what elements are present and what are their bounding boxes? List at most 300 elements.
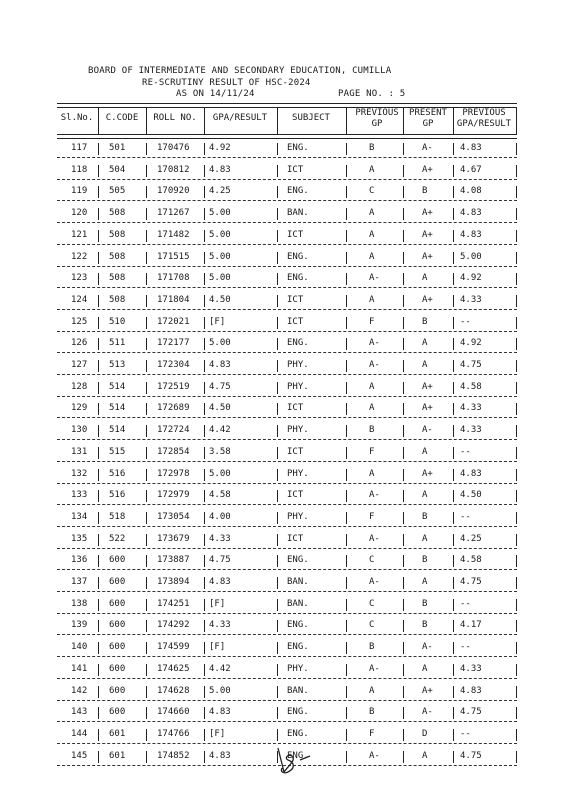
cell-sl: 136 [71, 555, 88, 566]
cell-roll: 171708 [157, 273, 190, 284]
row-separator [57, 461, 517, 462]
cell-divider [453, 317, 454, 329]
cell-divider [516, 403, 517, 415]
row-separator [57, 157, 517, 158]
cell-gpa: 4.50 [209, 403, 231, 414]
col-prev-gpa-line1: PREVIOUS [462, 108, 506, 118]
cell-divider [516, 360, 517, 372]
cell-prev-gpa: 4.83 [460, 229, 482, 240]
cell-divider [277, 143, 278, 155]
table-row [57, 639, 517, 657]
cell-code: 600 [109, 577, 126, 587]
cell-divider [453, 447, 454, 459]
cell-divider [204, 642, 205, 654]
cell-code: 600 [109, 620, 126, 631]
cell-divider [98, 577, 99, 589]
cell-prev-gpa: 4.92 [460, 273, 482, 284]
cell-divider [146, 469, 147, 481]
cell-divider [146, 490, 147, 502]
cell-divider [453, 751, 454, 763]
cell-subject: ICT [287, 403, 304, 414]
col-gpa: GPA/RESULT [212, 113, 268, 123]
cell-code: 514 [109, 403, 126, 414]
cell-code: 514 [109, 425, 126, 436]
cell-divider [277, 620, 278, 632]
cell-subject: BAN. [287, 598, 309, 609]
cell-code: 601 [109, 728, 126, 739]
cell-divider [516, 664, 517, 676]
cell-divider [346, 512, 347, 524]
cell-sl: 130 [71, 425, 88, 436]
col-pres-gp [403, 108, 453, 130]
cell-prev-gp: A [369, 403, 375, 414]
cell-prev-gpa: -- [460, 598, 471, 609]
cell-divider [146, 447, 147, 459]
cell-subject: ENG. [287, 728, 309, 739]
cell-present-gp: A- [422, 143, 433, 153]
cell-present-gp: A [422, 490, 428, 501]
cell-present-gp: A- [422, 425, 433, 436]
cell-code: 511 [109, 338, 126, 349]
cell-divider [277, 273, 278, 285]
cell-prev-gpa: 4.25 [460, 533, 482, 544]
cell-divider [403, 208, 404, 220]
cell-divider [403, 686, 404, 698]
cell-divider [516, 534, 517, 546]
cell-divider [98, 382, 99, 394]
cell-divider [98, 208, 99, 220]
cell-code: 508 [109, 273, 126, 284]
cell-prev-gpa: 4.83 [460, 208, 482, 219]
cell-divider [204, 469, 205, 481]
cell-divider [277, 599, 278, 611]
row-separator [57, 504, 517, 505]
cell-divider [204, 186, 205, 198]
cell-gpa: 4.42 [209, 425, 231, 436]
cell-code: 508 [109, 251, 126, 262]
cell-present-gp: A- [422, 642, 433, 653]
col-divider [516, 108, 517, 134]
cell-gpa: 5.00 [209, 251, 231, 262]
cell-prev-gp: F [369, 511, 375, 522]
cell-subject: PHY. [287, 381, 309, 392]
cell-divider [346, 751, 347, 763]
cell-divider [453, 338, 454, 350]
cell-divider [453, 360, 454, 372]
cell-sl: 141 [71, 663, 88, 674]
cell-divider [516, 382, 517, 394]
cell-divider [403, 751, 404, 763]
cell-divider [516, 273, 517, 285]
cell-code: 600 [109, 642, 126, 653]
table-row [57, 552, 517, 570]
cell-divider [403, 273, 404, 285]
cell-present-gp: B [422, 555, 428, 566]
cell-divider [453, 165, 454, 177]
cell-prev-gp: A- [369, 533, 380, 544]
col-prev-gpa [453, 108, 515, 130]
cell-roll: 172304 [157, 360, 190, 370]
cell-prev-gp: A- [369, 360, 380, 370]
cell-divider [403, 512, 404, 524]
cell-divider [403, 664, 404, 676]
cell-divider [346, 230, 347, 242]
cell-divider [146, 295, 147, 307]
cell-divider [403, 360, 404, 372]
cell-divider [277, 534, 278, 546]
table-row [57, 357, 517, 375]
cell-divider [453, 295, 454, 307]
cell-subject: ENG. [287, 750, 309, 761]
cell-divider [98, 512, 99, 524]
cell-divider [403, 403, 404, 415]
cell-divider [146, 165, 147, 177]
cell-divider [146, 252, 147, 264]
cell-roll: 173887 [157, 555, 190, 566]
cell-divider [346, 338, 347, 350]
cell-gpa: 5.00 [209, 685, 231, 696]
cell-divider [346, 620, 347, 632]
cell-divider [346, 577, 347, 589]
cell-prev-gpa: 4.33 [460, 663, 482, 674]
cell-divider [204, 252, 205, 264]
cell-sl: 123 [71, 273, 88, 284]
col-divider [98, 108, 99, 134]
cell-divider [146, 620, 147, 632]
cell-code: 508 [109, 229, 126, 240]
cell-divider [403, 642, 404, 654]
cell-divider [346, 403, 347, 415]
cell-divider [453, 273, 454, 285]
cell-subject: PHY. [287, 663, 309, 674]
cell-divider [403, 143, 404, 155]
cell-present-gp: A+ [422, 381, 433, 392]
row-separator [57, 352, 517, 353]
row-separator [57, 331, 517, 332]
row-separator [57, 548, 517, 549]
cell-divider [204, 490, 205, 502]
cell-gpa: 4.83 [209, 577, 231, 587]
cell-divider [98, 273, 99, 285]
col-prev-gp-line1: PREVIOUS [355, 108, 399, 118]
cell-roll: 172021 [157, 316, 190, 327]
cell-divider [98, 230, 99, 242]
cell-prev-gpa: 4.17 [460, 620, 482, 631]
row-separator [57, 678, 517, 679]
cell-prev-gp: F [369, 728, 375, 739]
cell-divider [453, 208, 454, 220]
cell-divider [98, 143, 99, 155]
cell-roll: 172854 [157, 446, 190, 457]
cell-divider [277, 729, 278, 741]
cell-divider [277, 208, 278, 220]
cell-sl: 118 [71, 164, 88, 175]
cell-divider [453, 382, 454, 394]
cell-divider [346, 534, 347, 546]
cell-divider [346, 707, 347, 719]
row-separator [57, 526, 517, 527]
cell-gpa: 5.00 [209, 273, 231, 284]
cell-prev-gp: A [369, 468, 375, 479]
cell-divider [277, 707, 278, 719]
cell-divider [403, 729, 404, 741]
cell-divider [204, 165, 205, 177]
cell-prev-gp: F [369, 316, 375, 327]
cell-prev-gp: C [369, 555, 375, 566]
cell-prev-gp: A [369, 294, 375, 305]
cell-gpa: 5.00 [209, 229, 231, 240]
cell-divider [146, 338, 147, 350]
cell-prev-gp: A [369, 251, 375, 262]
cell-divider [346, 143, 347, 155]
cell-roll: 174628 [157, 685, 190, 696]
cell-present-gp: A+ [422, 164, 433, 175]
cell-divider [204, 512, 205, 524]
cell-prev-gpa: 4.75 [460, 707, 482, 718]
cell-gpa: 4.83 [209, 360, 231, 370]
cell-divider [516, 425, 517, 437]
cell-divider [277, 425, 278, 437]
cell-divider [98, 555, 99, 567]
cell-divider [277, 577, 278, 589]
cell-divider [453, 534, 454, 546]
col-divider [277, 108, 278, 134]
cell-divider [516, 729, 517, 741]
cell-divider [346, 273, 347, 285]
cell-prev-gpa: -- [460, 642, 471, 653]
cell-roll: 174292 [157, 620, 190, 631]
cell-roll: 173054 [157, 511, 190, 522]
cell-gpa: 4.50 [209, 294, 231, 305]
cell-roll: 173679 [157, 533, 190, 544]
cell-roll: 172519 [157, 381, 190, 392]
cell-gpa: [F] [209, 642, 226, 653]
cell-divider [453, 230, 454, 242]
cell-subject: ICT [287, 294, 304, 305]
cell-divider [98, 186, 99, 198]
cell-divider [204, 425, 205, 437]
cell-divider [277, 664, 278, 676]
cell-divider [146, 577, 147, 589]
cell-divider [403, 252, 404, 264]
cell-sl: 140 [71, 642, 88, 653]
cell-divider [146, 642, 147, 654]
row-separator [57, 396, 517, 397]
row-separator [57, 244, 517, 245]
row-separator [57, 200, 517, 201]
cell-divider [403, 577, 404, 589]
table-row [57, 487, 517, 505]
col-prev-gp [347, 108, 407, 130]
cell-subject: ENG. [287, 620, 309, 631]
cell-present-gp: A [422, 360, 428, 370]
cell-prev-gpa: -- [460, 446, 471, 457]
table-row [57, 140, 517, 158]
cell-sl: 137 [71, 577, 88, 587]
col-prev-gp-line2: GP [371, 119, 383, 129]
cell-divider [346, 447, 347, 459]
cell-prev-gp: A- [369, 273, 380, 284]
cell-prev-gp: C [369, 620, 375, 631]
cell-divider [277, 642, 278, 654]
cell-subject: ENG. [287, 186, 309, 197]
cell-roll: 170812 [157, 164, 190, 175]
cell-prev-gpa: 4.83 [460, 143, 482, 153]
cell-gpa: 4.25 [209, 186, 231, 197]
cell-gpa: 4.33 [209, 620, 231, 631]
cell-divider [98, 751, 99, 763]
cell-prev-gp: A [369, 229, 375, 240]
cell-prev-gpa: 4.67 [460, 164, 482, 175]
cell-sl: 121 [71, 229, 88, 240]
cell-divider [146, 360, 147, 372]
cell-divider [516, 686, 517, 698]
cell-sl: 129 [71, 403, 88, 414]
cell-subject: ENG. [287, 707, 309, 718]
cell-divider [277, 252, 278, 264]
table-row [57, 270, 517, 288]
cell-divider [98, 599, 99, 611]
cell-code: 600 [109, 685, 126, 696]
cell-present-gp: A+ [422, 229, 433, 240]
cell-code: 601 [109, 750, 126, 761]
cell-divider [277, 338, 278, 350]
cell-roll: 172979 [157, 490, 190, 501]
cell-sl: 139 [71, 620, 88, 631]
col-divider [204, 108, 205, 134]
cell-roll: 171804 [157, 294, 190, 305]
cell-divider [277, 382, 278, 394]
cell-present-gp: A [422, 663, 428, 674]
cell-divider [146, 534, 147, 546]
cell-subject: ICT [287, 316, 304, 327]
page-number: PAGE NO. : 5 [338, 89, 406, 99]
cell-divider [516, 620, 517, 632]
cell-divider [146, 143, 147, 155]
cell-code: 508 [109, 294, 126, 305]
cell-divider [516, 338, 517, 350]
cell-prev-gp: B [369, 143, 375, 153]
cell-roll: 170920 [157, 186, 190, 197]
cell-divider [346, 469, 347, 481]
table-row [57, 444, 517, 462]
cell-divider [204, 317, 205, 329]
cell-prev-gpa: 4.33 [460, 425, 482, 436]
cell-code: 522 [109, 533, 126, 544]
cell-present-gp: A [422, 273, 428, 284]
cell-divider [146, 230, 147, 242]
cell-gpa: 4.58 [209, 490, 231, 501]
cell-code: 501 [109, 143, 126, 153]
table-row [57, 400, 517, 418]
cell-subject: ICT [287, 446, 304, 457]
cell-prev-gpa: 4.83 [460, 468, 482, 479]
cell-prev-gpa: -- [460, 511, 471, 522]
cell-subject: ENG. [287, 642, 309, 653]
table-row [57, 227, 517, 245]
cell-divider [204, 577, 205, 589]
cell-sl: 120 [71, 208, 88, 219]
cell-divider [346, 208, 347, 220]
cell-prev-gp: B [369, 425, 375, 436]
table-row [57, 379, 517, 397]
cell-prev-gpa: -- [460, 316, 471, 327]
cell-sl: 143 [71, 707, 88, 718]
cell-divider [146, 425, 147, 437]
cell-sl: 135 [71, 533, 88, 544]
cell-divider [453, 577, 454, 589]
cell-prev-gp: A [369, 381, 375, 392]
cell-divider [516, 186, 517, 198]
row-separator [57, 266, 517, 267]
cell-divider [516, 599, 517, 611]
cell-divider [403, 620, 404, 632]
cell-divider [98, 707, 99, 719]
cell-divider [146, 707, 147, 719]
row-separator [57, 700, 517, 701]
cell-divider [516, 642, 517, 654]
cell-prev-gpa: 4.75 [460, 750, 482, 761]
col-sl: Sl.No. [60, 113, 94, 123]
cell-divider [453, 664, 454, 676]
row-separator [57, 591, 517, 592]
cell-divider [403, 295, 404, 307]
cell-sl: 142 [71, 685, 88, 696]
cell-roll: 171515 [157, 251, 190, 262]
cell-divider [516, 165, 517, 177]
cell-divider [277, 469, 278, 481]
cell-divider [146, 186, 147, 198]
cell-divider [453, 729, 454, 741]
cell-divider [204, 382, 205, 394]
cell-divider [403, 599, 404, 611]
table-row [57, 292, 517, 310]
row-separator [57, 569, 517, 570]
table-row [57, 661, 517, 679]
cell-divider [346, 360, 347, 372]
row-separator [57, 483, 517, 484]
cell-divider [346, 165, 347, 177]
row-separator [57, 179, 517, 180]
cell-divider [516, 143, 517, 155]
col-divider [346, 108, 347, 134]
cell-divider [403, 165, 404, 177]
cell-subject: BAN. [287, 577, 309, 587]
cell-code: 600 [109, 555, 126, 566]
cell-divider [98, 534, 99, 546]
col-divider [453, 108, 454, 134]
cell-roll: 174852 [157, 750, 190, 761]
cell-prev-gp: A [369, 164, 375, 175]
table-row [57, 509, 517, 527]
cell-divider [98, 469, 99, 481]
cell-divider [516, 208, 517, 220]
cell-sl: 127 [71, 360, 88, 370]
table-row [57, 249, 517, 267]
cell-roll: 174625 [157, 663, 190, 674]
col-divider [146, 108, 147, 134]
cell-divider [403, 425, 404, 437]
cell-present-gp: A+ [422, 685, 433, 696]
board-title: BOARD OF INTERMEDIATE AND SECONDARY EDUCATION, CUMILLA [88, 66, 392, 76]
cell-divider [98, 425, 99, 437]
cell-divider [146, 512, 147, 524]
cell-divider [146, 317, 147, 329]
cell-code: 510 [109, 316, 126, 327]
cell-divider [146, 686, 147, 698]
cell-divider [204, 729, 205, 741]
row-separator [57, 634, 517, 635]
